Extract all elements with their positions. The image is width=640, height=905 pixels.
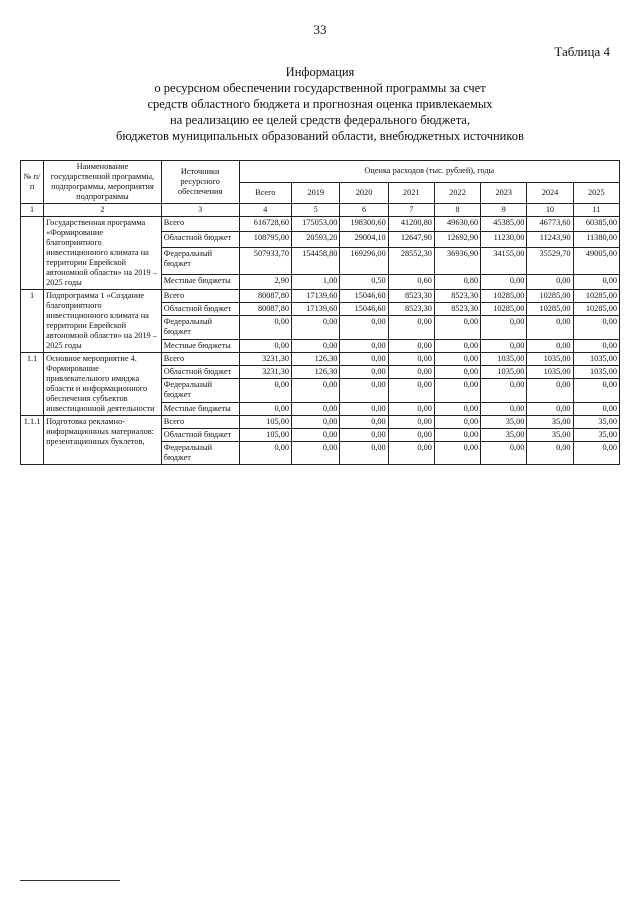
value-total: 105,00 [239,429,292,442]
header-year: 2023 [481,182,527,204]
value-year: 0,00 [434,429,480,442]
value-year: 0,00 [527,442,573,465]
row-number: 1 [21,290,44,353]
column-index: 5 [292,204,340,217]
value-year: 20593,20 [292,232,340,247]
row-number: 1.1 [21,353,44,416]
value-year: 11380,00 [573,232,619,247]
title-line: бюджетов муниципальных образований области, внебюджетных источников [116,129,524,143]
column-index: 2 [44,204,162,217]
value-year: 11230,00 [481,232,527,247]
value-year: 8523,30 [388,290,434,303]
value-year: 35,00 [481,429,527,442]
value-year: 198300,60 [340,217,388,232]
table-body [21,217,620,465]
value-total: 0,00 [239,402,292,415]
funding-source: Всего [161,290,239,303]
value-year: 0,00 [388,429,434,442]
value-year: 0,00 [481,379,527,402]
header-total: Всего [239,182,292,204]
value-total: 0,00 [239,339,292,352]
value-year: 0,00 [573,316,619,339]
value-year: 0,00 [292,339,340,352]
row-number [21,217,44,290]
funding-source: Федеральный бюджет [161,316,239,339]
column-index: 3 [161,204,239,217]
value-year: 0,60 [388,274,434,289]
header-year: 2020 [340,182,388,204]
row-number: 1.1.1 [21,416,44,465]
value-total: 2,90 [239,274,292,289]
value-year: 0,00 [573,379,619,402]
value-year: 0,00 [292,429,340,442]
column-index: 11 [573,204,619,217]
value-year: 17139,60 [292,290,340,303]
value-year: 0,00 [573,339,619,352]
value-year: 0,80 [434,274,480,289]
value-year: 126,30 [292,366,340,379]
value-year: 0,00 [434,379,480,402]
value-year: 10285,00 [573,290,619,303]
item-name: Государственная программа «Формирование благоприятного инвестиционного климата на территории Еврейской автономной области» на 2019 – 2025 годы [44,217,162,290]
value-year: 0,00 [292,316,340,339]
value-year: 45385,00 [481,217,527,232]
value-total: 80087,80 [239,303,292,316]
value-year: 0,00 [527,274,573,289]
table-label: Таблица 4 [554,44,610,59]
header-year: 2019 [292,182,340,204]
table-row [21,353,620,366]
value-year: 1035,00 [573,353,619,366]
value-year: 1,00 [292,274,340,289]
value-year: 0,00 [388,442,434,465]
title-line: Информация [285,65,355,79]
value-year: 0,00 [340,316,388,339]
value-year: 35,00 [573,416,619,429]
value-year: 0,00 [292,402,340,415]
value-year: 0,00 [573,442,619,465]
value-year: 0,00 [573,274,619,289]
funding-source: Областной бюджет [161,429,239,442]
column-index-row [21,204,620,217]
value-year: 41200,80 [388,217,434,232]
value-year: 15046,60 [340,303,388,316]
value-year: 29004,10 [340,232,388,247]
value-year: 0,00 [340,339,388,352]
value-year: 46773,60 [527,217,573,232]
value-year: 0,00 [340,416,388,429]
column-index: 8 [434,204,480,217]
value-year: 126,30 [292,353,340,366]
value-year: 169296,00 [340,247,388,274]
value-year: 1035,00 [573,366,619,379]
funding-source: Всего [161,416,239,429]
value-year: 0,00 [340,379,388,402]
value-year: 0,00 [434,366,480,379]
header-no: № п/п [21,161,44,204]
funding-source: Всего [161,353,239,366]
funding-source: Областной бюджет [161,303,239,316]
funding-source: Местные бюджеты [161,274,239,289]
value-total: 80087,80 [239,290,292,303]
value-total: 616728,60 [239,217,292,232]
value-year: 0,00 [340,429,388,442]
value-year: 0,00 [292,416,340,429]
value-year: 0,00 [340,402,388,415]
value-year: 12692,90 [434,232,480,247]
value-year: 10285,00 [527,303,573,316]
funding-source: Областной бюджет [161,366,239,379]
header-source: Источники ресурсного обеспечения [161,161,239,204]
value-year: 0,00 [292,379,340,402]
value-year: 0,00 [434,353,480,366]
value-year: 0,00 [481,339,527,352]
value-year: 1035,00 [527,366,573,379]
item-name: Подготовка рекламно-информационных материалов: презентационных буклетов, [44,416,162,465]
value-year: 0,00 [340,366,388,379]
funding-source: Федеральный бюджет [161,247,239,274]
value-year: 8523,30 [388,303,434,316]
value-year: 10285,00 [481,303,527,316]
value-year: 1035,00 [527,353,573,366]
value-year: 8523,30 [434,303,480,316]
value-year: 0,00 [527,379,573,402]
value-total: 507933,70 [239,247,292,274]
value-year: 0,00 [481,402,527,415]
header-name: Наименование государственной программы, подпрограммы, мероприятия подпрограммы [44,161,162,204]
funding-source: Областной бюджет [161,232,239,247]
value-year: 0,00 [388,402,434,415]
value-year: 0,00 [527,339,573,352]
column-index: 6 [340,204,388,217]
value-year: 0,00 [388,339,434,352]
funding-source: Местные бюджеты [161,339,239,352]
value-year: 175053,00 [292,217,340,232]
value-year: 0,00 [434,402,480,415]
value-year: 15046,60 [340,290,388,303]
value-year: 10285,00 [481,290,527,303]
value-year: 0,00 [388,416,434,429]
column-index: 9 [481,204,527,217]
funding-source: Местные бюджеты [161,402,239,415]
value-year: 35529,70 [527,247,573,274]
value-year: 8523,30 [434,290,480,303]
value-year: 0,00 [340,353,388,366]
value-year: 0,00 [434,416,480,429]
funding-source: Федеральный бюджет [161,379,239,402]
resource-table [20,160,620,465]
value-total: 105,00 [239,416,292,429]
value-year: 0,00 [388,316,434,339]
value-year: 28552,30 [388,247,434,274]
value-year: 36936,90 [434,247,480,274]
table-row [21,217,620,232]
value-year: 11243,90 [527,232,573,247]
value-year: 12647,90 [388,232,434,247]
value-year: 0,00 [481,274,527,289]
item-name: Подпрограмма 1 «Создание благоприятного инвестиционного климата на территории Еврейской автономной области» на 2019 – 2025 годы [44,290,162,353]
value-total: 0,00 [239,316,292,339]
header-year: 2022 [434,182,480,204]
value-year: 0,00 [527,316,573,339]
value-year: 17139,60 [292,303,340,316]
value-year: 0,00 [388,353,434,366]
value-year: 1035,00 [481,353,527,366]
value-total: 108795,00 [239,232,292,247]
value-year: 35,00 [573,429,619,442]
value-total: 0,00 [239,379,292,402]
value-year: 35,00 [527,416,573,429]
column-index: 7 [388,204,434,217]
value-year: 0,00 [527,402,573,415]
title-line: средств областного бюджета и прогнозная оценка привлекаемых [147,97,493,111]
value-year: 49630,60 [434,217,480,232]
header-year: 2021 [388,182,434,204]
value-year: 35,00 [481,416,527,429]
header-estimate: Оценка расходов (тыс. рублей), годы [239,161,619,183]
item-name: Основное мероприятие 4. Формирование привлекательного имиджа области и информационного обеспечения субъектов инвестиционной деятельности [44,353,162,416]
value-year: 0,00 [481,442,527,465]
funding-source: Всего [161,217,239,232]
value-year: 0,00 [388,379,434,402]
title-line: на реализацию ее целей средств федерального бюджета, [170,113,470,127]
value-year: 0,00 [388,366,434,379]
value-total: 0,00 [239,442,292,465]
value-total: 3231,30 [239,353,292,366]
value-year: 0,00 [434,339,480,352]
column-index: 1 [21,204,44,217]
value-year: 1035,00 [481,366,527,379]
column-index: 4 [239,204,292,217]
value-year: 35,00 [527,429,573,442]
value-year: 0,00 [292,442,340,465]
header-year: 2024 [527,182,573,204]
value-year: 0,00 [434,442,480,465]
value-year: 60385,00 [573,217,619,232]
value-year: 10285,00 [527,290,573,303]
title-line: о ресурсном обеспечении государственной программы за счет [154,81,486,95]
header-year: 2025 [573,182,619,204]
value-year: 154458,80 [292,247,340,274]
table-row [21,416,620,429]
funding-source: Федеральный бюджет [161,442,239,465]
value-total: 3231,30 [239,366,292,379]
value-year: 0,00 [434,316,480,339]
value-year: 34155,00 [481,247,527,274]
value-year: 0,00 [340,442,388,465]
value-year: 0,00 [573,402,619,415]
value-year: 0,50 [340,274,388,289]
value-year: 0,00 [481,316,527,339]
value-year: 10285,00 [573,303,619,316]
table-row [21,290,620,303]
page-number: 33 [313,22,327,37]
footer-divider [20,880,120,881]
column-index: 10 [527,204,573,217]
document-title [24,64,616,144]
value-year: 49005,00 [573,247,619,274]
